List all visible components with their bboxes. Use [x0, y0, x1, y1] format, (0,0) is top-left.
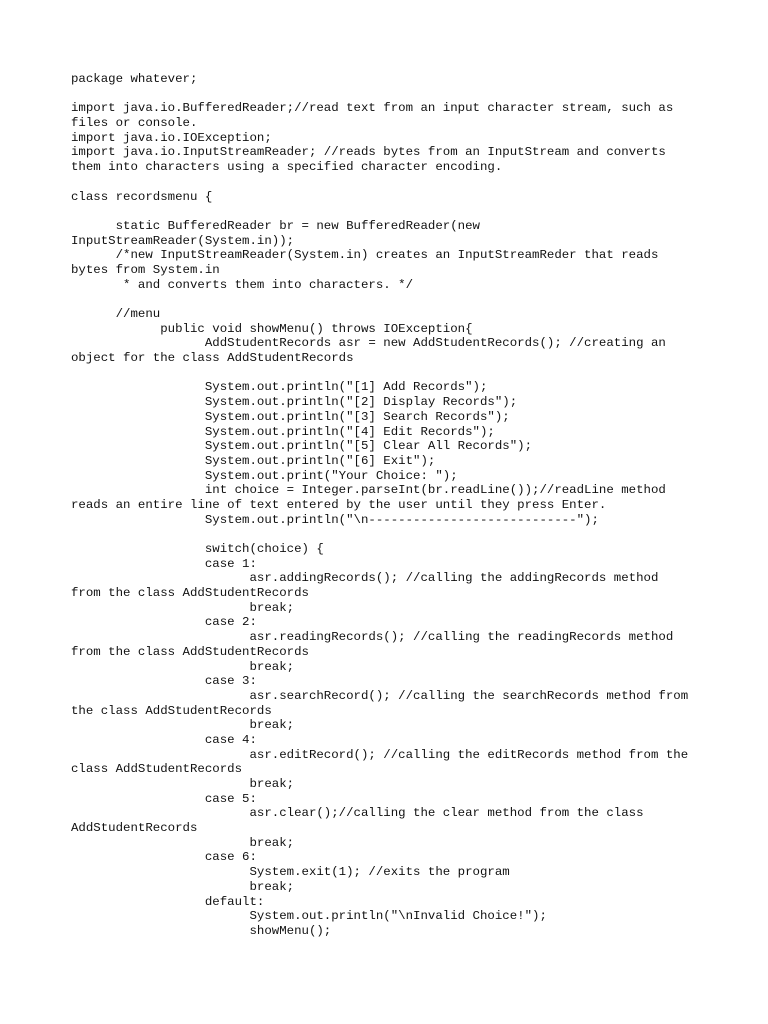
code-line: [71, 204, 711, 219]
code-line: [71, 366, 711, 381]
code-line: [71, 175, 711, 190]
code-line: them into characters using a specified character encoding.: [71, 160, 503, 175]
code-line: System.out.println("[5] Clear All Records");: [71, 439, 533, 454]
code-line: InputStreamReader(System.in));: [71, 233, 295, 248]
code-line: System.out.println("[3] Search Records");: [71, 409, 510, 424]
code-line: asr.addingRecords(); //calling the addingRecords method: [71, 571, 659, 586]
code-line: public void showMenu() throws IOException{: [71, 321, 473, 336]
code-line: System.out.println("[2] Display Records");: [71, 395, 518, 410]
code-line: case 4:: [71, 732, 257, 747]
code-line: System.exit(1); //exits the program: [71, 865, 510, 880]
code-line: package whatever;: [71, 72, 198, 86]
code-line: case 2:: [71, 615, 257, 630]
code-line: System.out.println("\n----------------------------");: [71, 512, 599, 527]
code-line: default:: [71, 894, 265, 909]
code-line: System.out.println("[6] Exit");: [71, 453, 436, 468]
code-line: break;: [71, 659, 295, 674]
code-line: break;: [71, 718, 295, 733]
code-line: import java.io.InputStreamReader; //reads bytes from an InputStream and converts: [71, 145, 666, 160]
code-line: case 6:: [71, 850, 257, 865]
code-line: switch(choice) {: [71, 542, 324, 556]
code-line: class AddStudentRecords: [71, 762, 243, 777]
code-line: break;: [71, 879, 295, 894]
code-line: class recordsmenu {: [71, 189, 213, 204]
code-line: import java.io.BufferedReader;//read text from an input character stream, such as: [71, 101, 674, 116]
code-line: System.out.println("[1] Add Records");: [71, 380, 488, 395]
code-line: asr.editRecord(); //calling the editRecords method from the: [71, 747, 689, 762]
code-listing: [71, 72, 711, 939]
code-line: import java.io.IOException;: [71, 130, 272, 145]
code-line: reads an entire line of text entered by the user until they press Enter.: [71, 497, 607, 512]
code-line: from the class AddStudentRecords: [71, 644, 309, 659]
code-line: [71, 292, 711, 307]
code-line: * and converts them into characters. */: [71, 277, 414, 292]
code-line: break;: [71, 600, 295, 615]
code-line: //menu: [71, 307, 161, 321]
code-line: AddStudentRecords: [71, 821, 198, 836]
code-line: asr.clear();//calling the clear method from the class: [71, 806, 644, 821]
code-line: static BufferedReader br = new BufferedReader(new: [71, 218, 480, 233]
code-line: break;: [71, 777, 295, 791]
code-line: showMenu();: [71, 923, 332, 938]
code-line: case 5:: [71, 791, 257, 806]
code-line: from the class AddStudentRecords: [71, 586, 309, 601]
code-line: asr.searchRecord(); //calling the searchRecords method from: [71, 688, 689, 703]
code-line: asr.readingRecords(); //calling the readingRecords method: [71, 630, 674, 645]
code-line: [71, 527, 711, 542]
code-line: bytes from System.in: [71, 262, 220, 277]
code-line: System.out.print("Your Choice: ");: [71, 468, 458, 483]
code-line: case 3:: [71, 674, 257, 689]
code-line: /*new InputStreamReader(System.in) creates an InputStreamReder that reads: [71, 248, 659, 263]
code-line: System.out.println("[4] Edit Records");: [71, 424, 495, 439]
code-line: files or console.: [71, 116, 198, 131]
code-line: AddStudentRecords asr = new AddStudentRecords(); //creating an: [71, 336, 666, 351]
code-line: the class AddStudentRecords: [71, 703, 272, 718]
code-line: break;: [71, 835, 295, 850]
code-line: System.out.println("\nInvalid Choice!");: [71, 909, 547, 924]
code-line: object for the class AddStudentRecords: [71, 351, 354, 366]
code-line: case 1:: [71, 556, 257, 571]
code-line: [71, 87, 711, 102]
code-line: int choice = Integer.parseInt(br.readLine());//readLine method: [71, 483, 666, 498]
